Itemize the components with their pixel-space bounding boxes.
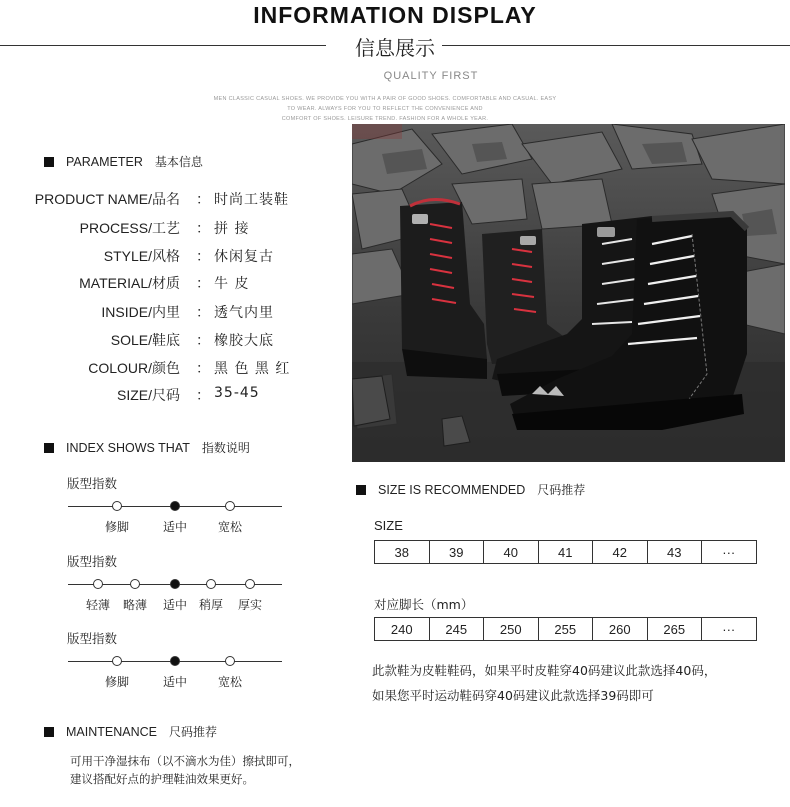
foot-length-cell: 265 — [648, 618, 703, 641]
parameter-heading-en: PARAMETER — [66, 154, 143, 169]
square-bullet-icon — [356, 485, 366, 495]
foot-length-cell: 240 — [375, 618, 430, 641]
size-cell: ··· — [702, 541, 757, 564]
index-dot — [225, 656, 235, 666]
parameter-label: INSIDE/内里 — [101, 304, 180, 320]
index-heading-en: INDEX SHOWS THAT — [66, 440, 190, 455]
index-heading-cn: 指数说明 — [201, 441, 250, 455]
index-tick-label: 稍厚 — [198, 598, 224, 612]
foot-length-cell: 250 — [484, 618, 539, 641]
index-dot — [112, 501, 122, 511]
index-dot — [130, 579, 140, 589]
parameter-label: SOLE/鞋底 — [110, 332, 180, 348]
parameter-colon: ： — [196, 388, 210, 404]
parameter-colon: ： — [196, 333, 210, 349]
size-note: 如果您平时运动鞋码穿40码建议此款选择39码即可 — [372, 688, 654, 703]
square-bullet-icon — [44, 443, 54, 453]
size-cell: 43 — [648, 541, 703, 564]
index-scale-label: 版型指数 — [67, 631, 118, 646]
index-tick-label: 略薄 — [122, 598, 148, 612]
tagline — [150, 94, 620, 124]
square-bullet-icon — [44, 157, 54, 167]
foot-length-table — [374, 617, 757, 641]
parameter-row — [0, 273, 340, 293]
size-cell: 38 — [375, 541, 430, 564]
parameter-label: COLOUR/颜色 — [88, 360, 180, 376]
size-cell: 39 — [430, 541, 485, 564]
parameter-colon: ： — [196, 276, 210, 292]
index-tick-label: 修脚 — [104, 520, 130, 534]
size-heading — [356, 481, 585, 498]
section-subtitle: 信息展示 — [355, 36, 435, 60]
quality-first-label: QUALITY FIRST — [383, 70, 479, 82]
index-dot-selected — [170, 579, 180, 589]
parameter-row — [0, 189, 340, 209]
foot-length-cell: 245 — [430, 618, 485, 641]
size-label: SIZE — [374, 518, 403, 533]
parameter-value: 透气内里 — [214, 305, 274, 321]
parameter-row — [0, 385, 340, 405]
maintenance-heading-cn: 尺码推荐 — [168, 725, 217, 739]
maintenance-heading-en: MAINTENANCE — [66, 724, 157, 739]
maintenance-heading — [44, 723, 217, 740]
index-tick-label: 轻薄 — [85, 598, 111, 612]
maintenance-text — [70, 752, 300, 788]
size-cell: 42 — [593, 541, 648, 564]
parameter-colon: ： — [196, 305, 210, 321]
parameter-label: PROCESS/工艺 — [79, 220, 180, 236]
index-tick-label: 修脚 — [104, 675, 130, 689]
foot-length-cell: 255 — [539, 618, 594, 641]
product-photo — [352, 124, 785, 462]
size-table — [374, 540, 757, 564]
index-scale-label: 版型指数 — [67, 476, 118, 491]
index-dot — [206, 579, 216, 589]
index-scale — [68, 500, 282, 512]
parameter-value: 橡胶大底 — [214, 333, 274, 349]
size-cell: 40 — [484, 541, 539, 564]
parameter-label: STYLE/风格 — [103, 248, 180, 264]
index-tick-label: 适中 — [162, 520, 188, 534]
foot-length-cell: 260 — [593, 618, 648, 641]
parameter-value: 牛 皮 — [214, 276, 250, 292]
foot-length-label: 对应脚长（mm） — [374, 597, 474, 612]
index-scale — [68, 655, 282, 667]
index-scale — [68, 578, 282, 590]
parameter-value: 黑 色 黑 红 — [214, 361, 291, 377]
parameter-colon: ： — [196, 192, 210, 208]
parameter-heading — [44, 153, 203, 170]
index-dot — [225, 501, 235, 511]
parameter-label: SIZE/尺码 — [116, 387, 180, 403]
maintenance-line: 可用干净湿抹布（以不滴水为佳）擦拭即可， — [70, 754, 300, 768]
index-heading — [44, 439, 250, 456]
parameter-row — [0, 302, 340, 322]
tagline-line: COMFORT OF SHOES. LEISURE TREND. FASHION FOR A WHOLE YEAR. — [281, 116, 489, 122]
square-bullet-icon — [44, 727, 54, 737]
parameter-row — [0, 246, 340, 266]
parameter-heading-cn: 基本信息 — [154, 155, 203, 169]
parameter-value: 35-45 — [214, 385, 260, 401]
size-note: 此款鞋为皮鞋鞋码，如果平时皮鞋穿40码建议此款选择40码， — [372, 663, 717, 678]
foot-length-cell: ··· — [702, 618, 757, 641]
index-dot-selected — [170, 501, 180, 511]
index-tick-label: 适中 — [162, 675, 188, 689]
index-scale-label: 版型指数 — [67, 554, 118, 569]
index-dot-selected — [170, 656, 180, 666]
maintenance-line: 建议搭配好点的护理鞋油效果更好。 — [70, 772, 254, 786]
parameter-label: MATERIAL/材质 — [79, 275, 180, 291]
size-cell: 41 — [539, 541, 594, 564]
size-heading-en: SIZE IS RECOMMENDED — [378, 482, 526, 497]
parameter-label: PRODUCT NAME/品名 — [34, 191, 180, 207]
boots-on-rocks-image — [352, 124, 785, 462]
tagline-line: TO WEAR. ALWAYS FOR YOU TO REFLECT THE CONVENIENCE AND — [287, 106, 483, 112]
parameter-colon: ： — [196, 221, 210, 237]
index-tick-label: 厚实 — [237, 598, 263, 612]
parameter-row — [0, 358, 340, 378]
parameter-row — [0, 330, 340, 350]
parameter-value: 休闲复古 — [214, 249, 274, 265]
parameter-colon: ： — [196, 361, 210, 377]
index-dot — [93, 579, 103, 589]
size-heading-cn: 尺码推荐 — [537, 483, 586, 497]
tagline-line: MEN CLASSIC CASUAL SHOES. WE PROVIDE YOU WITH A PAIR OF GOOD SHOES. COMFORTABLE AND CASUAL. EASY — [213, 96, 557, 102]
parameter-value: 拼 接 — [214, 221, 250, 237]
page-title: INFORMATION DISPLAY — [253, 2, 537, 28]
index-dot — [112, 656, 122, 666]
parameter-value: 时尚工装鞋 — [214, 192, 289, 208]
index-tick-label: 宽松 — [217, 520, 243, 534]
parameter-colon: ： — [196, 249, 210, 265]
parameter-row — [0, 218, 340, 238]
index-tick-label: 宽松 — [217, 675, 243, 689]
index-tick-label: 适中 — [162, 598, 188, 612]
index-dot — [245, 579, 255, 589]
